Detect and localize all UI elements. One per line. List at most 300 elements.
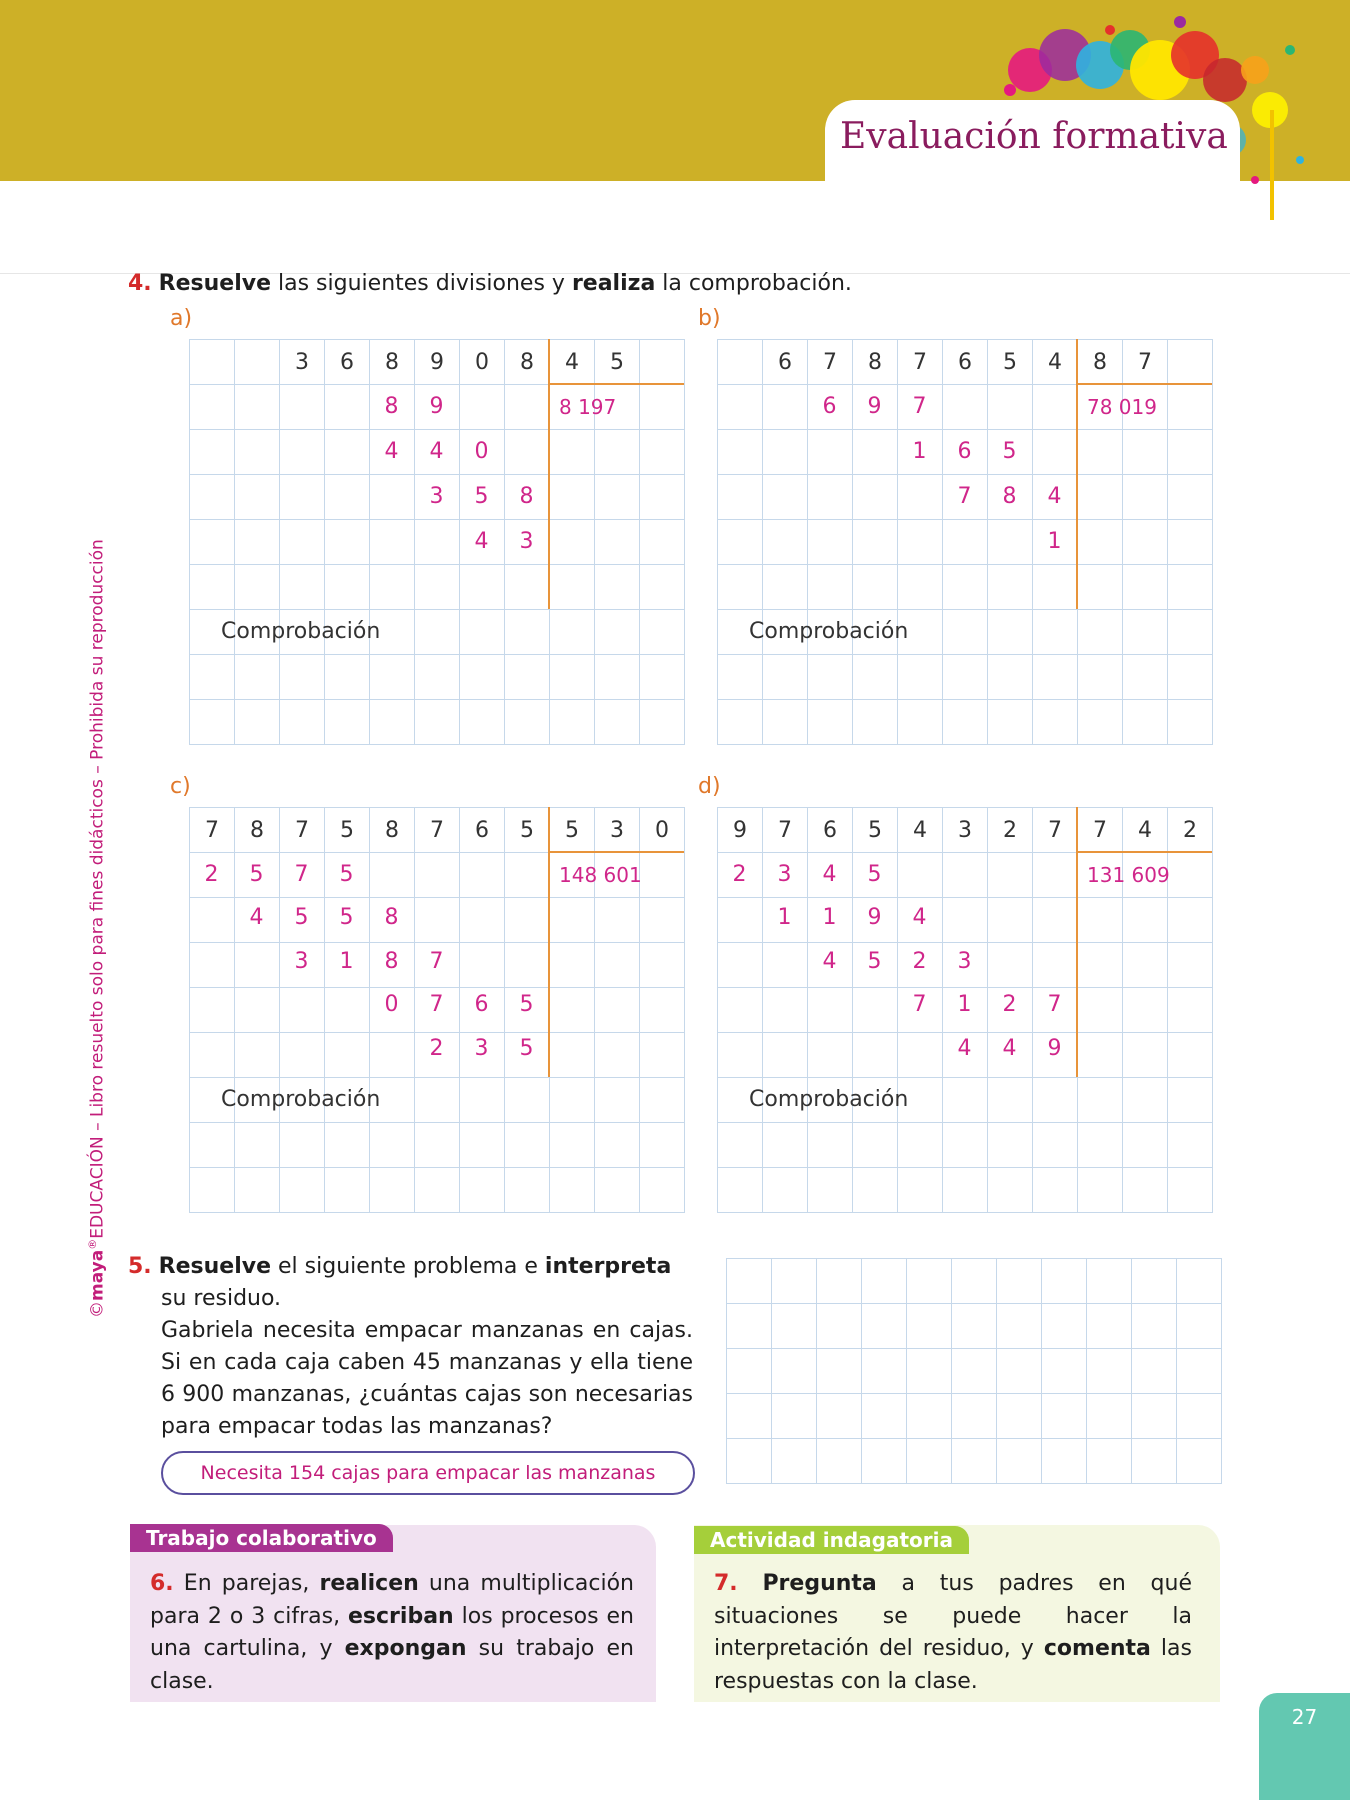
grid-cell[interactable] xyxy=(763,655,808,700)
grid-cell[interactable] xyxy=(943,610,988,655)
grid-cell[interactable] xyxy=(280,1123,325,1168)
grid-cell[interactable] xyxy=(1042,1439,1087,1484)
grid-cell[interactable] xyxy=(1168,988,1213,1033)
grid-cell[interactable] xyxy=(370,1123,415,1168)
grid-cell[interactable] xyxy=(550,988,595,1033)
grid-cell[interactable] xyxy=(415,610,460,655)
digit-cell[interactable] xyxy=(190,340,235,385)
grid-cell[interactable] xyxy=(505,1168,550,1213)
grid-cell[interactable] xyxy=(550,520,595,565)
grid-cell[interactable] xyxy=(325,565,370,610)
grid-cell[interactable] xyxy=(1168,1078,1213,1123)
grid-cell[interactable] xyxy=(190,943,235,988)
digit-cell[interactable]: 8 xyxy=(370,808,415,853)
grid-cell[interactable] xyxy=(718,700,763,745)
digit-cell[interactable]: 9 xyxy=(415,340,460,385)
digit-cell[interactable]: 3 xyxy=(595,808,640,853)
grid-cell[interactable] xyxy=(190,988,235,1033)
grid-cell[interactable] xyxy=(718,898,763,943)
grid-cell[interactable] xyxy=(1078,943,1123,988)
digit-cell[interactable]: 5 xyxy=(988,340,1033,385)
grid-cell[interactable] xyxy=(190,520,235,565)
grid-cell[interactable] xyxy=(595,988,640,1033)
grid-cell[interactable] xyxy=(325,475,370,520)
grid-cell[interactable] xyxy=(595,655,640,700)
digit-cell[interactable]: 7 xyxy=(898,340,943,385)
grid-cell[interactable] xyxy=(772,1439,817,1484)
digit-cell[interactable]: 7 xyxy=(1123,340,1168,385)
grid-cell[interactable] xyxy=(718,943,763,988)
grid-cell[interactable] xyxy=(1123,898,1168,943)
grid-cell[interactable] xyxy=(415,700,460,745)
grid-cell[interactable] xyxy=(1078,610,1123,655)
grid-cell[interactable] xyxy=(280,700,325,745)
grid-cell[interactable] xyxy=(370,655,415,700)
grid-cell[interactable] xyxy=(1087,1304,1132,1349)
digit-cell[interactable] xyxy=(235,340,280,385)
grid-cell[interactable] xyxy=(550,430,595,475)
grid-cell[interactable] xyxy=(415,655,460,700)
grid-cell[interactable] xyxy=(415,1078,460,1123)
grid-cell[interactable] xyxy=(1078,430,1123,475)
grid-cell[interactable] xyxy=(718,1033,763,1078)
grid-cell[interactable] xyxy=(460,898,505,943)
grid-cell[interactable] xyxy=(853,430,898,475)
grid-cell[interactable] xyxy=(190,700,235,745)
grid-cell[interactable] xyxy=(190,655,235,700)
grid-cell[interactable] xyxy=(505,700,550,745)
grid-cell[interactable] xyxy=(1078,1033,1123,1078)
grid-cell[interactable] xyxy=(460,700,505,745)
grid-cell[interactable] xyxy=(853,475,898,520)
digit-cell[interactable]: 0 xyxy=(460,340,505,385)
digit-cell[interactable]: 0 xyxy=(640,808,685,853)
digit-cell[interactable]: 3 xyxy=(280,340,325,385)
grid-cell[interactable] xyxy=(235,1123,280,1168)
grid-cell[interactable] xyxy=(235,385,280,430)
grid-cell[interactable] xyxy=(235,988,280,1033)
grid-cell[interactable] xyxy=(505,853,550,898)
grid-cell[interactable] xyxy=(640,700,685,745)
grid-cell[interactable] xyxy=(1078,565,1123,610)
digit-cell[interactable]: 4 xyxy=(550,340,595,385)
grid-cell[interactable] xyxy=(1033,853,1078,898)
grid-cell[interactable] xyxy=(1042,1394,1087,1439)
grid-cell[interactable] xyxy=(1033,610,1078,655)
grid-cell[interactable] xyxy=(808,700,853,745)
grid-cell[interactable] xyxy=(370,853,415,898)
digit-cell[interactable]: 4 xyxy=(898,808,943,853)
grid-cell[interactable] xyxy=(988,898,1033,943)
grid-cell[interactable] xyxy=(988,520,1033,565)
digit-cell[interactable]: 7 xyxy=(415,808,460,853)
grid-cell[interactable] xyxy=(1132,1349,1177,1394)
grid-cell[interactable] xyxy=(763,385,808,430)
grid-cell[interactable] xyxy=(817,1304,862,1349)
digit-cell[interactable]: 8 xyxy=(853,340,898,385)
grid-cell[interactable] xyxy=(808,1123,853,1168)
grid-cell[interactable] xyxy=(1177,1259,1222,1304)
grid-cell[interactable] xyxy=(718,988,763,1033)
grid-cell[interactable] xyxy=(190,385,235,430)
grid-cell[interactable] xyxy=(1123,475,1168,520)
grid-cell[interactable] xyxy=(1033,898,1078,943)
grid-cell[interactable] xyxy=(595,1123,640,1168)
digit-cell[interactable]: 8 xyxy=(505,340,550,385)
grid-cell[interactable] xyxy=(862,1349,907,1394)
grid-cell[interactable] xyxy=(898,1033,943,1078)
grid-cell[interactable] xyxy=(718,520,763,565)
grid-cell[interactable] xyxy=(898,565,943,610)
grid-cell[interactable] xyxy=(1123,520,1168,565)
grid-cell[interactable] xyxy=(595,520,640,565)
grid-cell[interactable] xyxy=(988,1078,1033,1123)
grid-cell[interactable] xyxy=(1078,475,1123,520)
grid-cell[interactable] xyxy=(1033,943,1078,988)
grid-cell[interactable] xyxy=(640,1078,685,1123)
grid-cell[interactable] xyxy=(727,1394,772,1439)
digit-cell[interactable] xyxy=(718,340,763,385)
grid-cell[interactable] xyxy=(640,898,685,943)
grid-cell[interactable] xyxy=(772,1394,817,1439)
grid-cell[interactable] xyxy=(763,1123,808,1168)
grid-cell[interactable] xyxy=(550,655,595,700)
grid-cell[interactable] xyxy=(898,1168,943,1213)
grid-cell[interactable] xyxy=(640,1123,685,1168)
grid-cell[interactable] xyxy=(1177,1394,1222,1439)
grid-cell[interactable] xyxy=(943,655,988,700)
grid-cell[interactable] xyxy=(550,898,595,943)
grid-cell[interactable] xyxy=(1042,1349,1087,1394)
grid-cell[interactable] xyxy=(853,655,898,700)
digit-cell[interactable]: 7 xyxy=(1033,808,1078,853)
grid-cell[interactable] xyxy=(640,565,685,610)
grid-cell[interactable] xyxy=(763,430,808,475)
grid-cell[interactable] xyxy=(1168,565,1213,610)
grid-cell[interactable] xyxy=(370,565,415,610)
grid-cell[interactable] xyxy=(853,700,898,745)
grid-cell[interactable] xyxy=(370,700,415,745)
grid-cell[interactable] xyxy=(550,1033,595,1078)
grid-cell[interactable] xyxy=(808,1033,853,1078)
grid-cell[interactable] xyxy=(808,520,853,565)
grid-cell[interactable] xyxy=(943,1168,988,1213)
grid-cell[interactable] xyxy=(460,1168,505,1213)
grid-cell[interactable] xyxy=(1132,1394,1177,1439)
grid-cell[interactable] xyxy=(853,988,898,1033)
grid-cell[interactable] xyxy=(235,520,280,565)
grid-cell[interactable] xyxy=(1177,1439,1222,1484)
grid-cell[interactable] xyxy=(1168,475,1213,520)
grid-cell[interactable] xyxy=(988,1168,1033,1213)
grid-cell[interactable] xyxy=(640,988,685,1033)
grid-cell[interactable] xyxy=(1087,1349,1132,1394)
grid-cell[interactable] xyxy=(595,1168,640,1213)
grid-cell[interactable] xyxy=(898,520,943,565)
digit-cell[interactable]: 5 xyxy=(550,808,595,853)
grid-cell[interactable] xyxy=(862,1304,907,1349)
grid-cell[interactable] xyxy=(505,565,550,610)
grid-cell[interactable] xyxy=(943,1078,988,1123)
grid-cell[interactable] xyxy=(1087,1394,1132,1439)
grid-cell[interactable] xyxy=(1168,700,1213,745)
grid-cell[interactable] xyxy=(1168,610,1213,655)
grid-cell[interactable] xyxy=(595,565,640,610)
grid-cell[interactable] xyxy=(280,1168,325,1213)
grid-cell[interactable] xyxy=(898,853,943,898)
grid-cell[interactable] xyxy=(280,565,325,610)
grid-cell[interactable] xyxy=(853,520,898,565)
grid-cell[interactable] xyxy=(640,520,685,565)
grid-cell[interactable] xyxy=(1042,1259,1087,1304)
grid-cell[interactable] xyxy=(817,1439,862,1484)
grid-cell[interactable] xyxy=(727,1439,772,1484)
grid-cell[interactable] xyxy=(550,700,595,745)
grid-cell[interactable] xyxy=(595,1033,640,1078)
grid-cell[interactable] xyxy=(1132,1259,1177,1304)
grid-cell[interactable] xyxy=(943,898,988,943)
grid-cell[interactable] xyxy=(988,853,1033,898)
digit-cell[interactable]: 9 xyxy=(718,808,763,853)
grid-cell[interactable] xyxy=(640,655,685,700)
grid-cell[interactable] xyxy=(772,1304,817,1349)
digit-cell[interactable]: 8 xyxy=(1078,340,1123,385)
grid-cell[interactable] xyxy=(907,1259,952,1304)
grid-cell[interactable] xyxy=(988,1123,1033,1168)
grid-cell[interactable] xyxy=(1168,1123,1213,1168)
grid-cell[interactable] xyxy=(817,1259,862,1304)
grid-cell[interactable] xyxy=(1033,700,1078,745)
grid-cell[interactable] xyxy=(460,655,505,700)
grid-cell[interactable] xyxy=(190,898,235,943)
grid-cell[interactable] xyxy=(817,1349,862,1394)
grid-cell[interactable] xyxy=(1168,898,1213,943)
digit-cell[interactable]: 2 xyxy=(1168,808,1213,853)
grid-cell[interactable] xyxy=(952,1439,997,1484)
grid-cell[interactable] xyxy=(550,565,595,610)
grid-cell[interactable] xyxy=(763,1033,808,1078)
grid-cell[interactable] xyxy=(808,655,853,700)
grid-cell[interactable] xyxy=(235,1168,280,1213)
grid-cell[interactable] xyxy=(595,700,640,745)
digit-cell[interactable]: 5 xyxy=(505,808,550,853)
grid-cell[interactable] xyxy=(325,520,370,565)
grid-cell[interactable] xyxy=(1168,1033,1213,1078)
grid-cell[interactable] xyxy=(505,430,550,475)
digit-cell[interactable]: 6 xyxy=(460,808,505,853)
grid-cell[interactable] xyxy=(997,1349,1042,1394)
grid-cell[interactable] xyxy=(1123,700,1168,745)
grid-cell[interactable] xyxy=(763,520,808,565)
grid-cell[interactable] xyxy=(460,610,505,655)
digit-cell[interactable]: 4 xyxy=(1123,808,1168,853)
grid-cell[interactable] xyxy=(1078,520,1123,565)
digit-cell[interactable]: 2 xyxy=(988,808,1033,853)
grid-cell[interactable] xyxy=(235,700,280,745)
grid-cell[interactable] xyxy=(280,475,325,520)
grid-cell[interactable] xyxy=(718,655,763,700)
grid-cell[interactable] xyxy=(370,475,415,520)
grid-cell[interactable] xyxy=(370,1168,415,1213)
grid-cell[interactable] xyxy=(862,1259,907,1304)
digit-cell[interactable]: 3 xyxy=(943,808,988,853)
grid-cell[interactable] xyxy=(907,1349,952,1394)
grid-cell[interactable] xyxy=(1168,943,1213,988)
grid-cell[interactable] xyxy=(1132,1439,1177,1484)
grid-cell[interactable] xyxy=(595,943,640,988)
grid-cell[interactable] xyxy=(763,943,808,988)
grid-cell[interactable] xyxy=(1123,1168,1168,1213)
grid-cell[interactable] xyxy=(370,520,415,565)
grid-cell[interactable] xyxy=(763,700,808,745)
grid-cell[interactable] xyxy=(1042,1304,1087,1349)
grid-cell[interactable] xyxy=(1177,1304,1222,1349)
grid-cell[interactable] xyxy=(727,1259,772,1304)
grid-cell[interactable] xyxy=(235,565,280,610)
grid-cell[interactable] xyxy=(952,1304,997,1349)
grid-cell[interactable] xyxy=(772,1259,817,1304)
grid-cell[interactable] xyxy=(415,898,460,943)
digit-cell[interactable]: 5 xyxy=(595,340,640,385)
grid-cell[interactable] xyxy=(907,1304,952,1349)
grid-cell[interactable] xyxy=(1123,430,1168,475)
grid-cell[interactable] xyxy=(718,565,763,610)
grid-cell[interactable] xyxy=(235,655,280,700)
grid-cell[interactable] xyxy=(952,1259,997,1304)
grid-cell[interactable] xyxy=(988,385,1033,430)
grid-cell[interactable] xyxy=(370,1033,415,1078)
grid-cell[interactable] xyxy=(325,430,370,475)
grid-cell[interactable] xyxy=(1078,898,1123,943)
grid-cell[interactable] xyxy=(1078,988,1123,1033)
digit-cell[interactable]: 6 xyxy=(808,808,853,853)
grid-cell[interactable] xyxy=(1177,1349,1222,1394)
grid-cell[interactable] xyxy=(280,385,325,430)
digit-cell[interactable]: 7 xyxy=(280,808,325,853)
grid-cell[interactable] xyxy=(1033,1168,1078,1213)
grid-cell[interactable] xyxy=(325,1123,370,1168)
grid-cell[interactable] xyxy=(988,655,1033,700)
grid-cell[interactable] xyxy=(235,1033,280,1078)
grid-cell[interactable] xyxy=(898,700,943,745)
grid-cell[interactable] xyxy=(997,1259,1042,1304)
grid-cell[interactable] xyxy=(1087,1439,1132,1484)
grid-cell[interactable] xyxy=(943,700,988,745)
grid-cell[interactable] xyxy=(997,1304,1042,1349)
grid-cell[interactable] xyxy=(460,1123,505,1168)
grid-cell[interactable] xyxy=(718,475,763,520)
grid-cell[interactable] xyxy=(988,700,1033,745)
grid-cell[interactable] xyxy=(325,988,370,1033)
grid-cell[interactable] xyxy=(325,1168,370,1213)
grid-cell[interactable] xyxy=(1123,1078,1168,1123)
grid-cell[interactable] xyxy=(808,1168,853,1213)
digit-cell[interactable] xyxy=(640,340,685,385)
grid-cell[interactable] xyxy=(235,943,280,988)
digit-cell[interactable]: 4 xyxy=(1033,340,1078,385)
q5-work-grid[interactable] xyxy=(726,1258,1222,1484)
grid-cell[interactable] xyxy=(1123,655,1168,700)
grid-cell[interactable] xyxy=(415,520,460,565)
grid-cell[interactable] xyxy=(1033,430,1078,475)
grid-cell[interactable] xyxy=(988,610,1033,655)
grid-cell[interactable] xyxy=(1078,655,1123,700)
grid-cell[interactable] xyxy=(1078,1078,1123,1123)
grid-cell[interactable] xyxy=(898,475,943,520)
grid-cell[interactable] xyxy=(907,1439,952,1484)
grid-cell[interactable] xyxy=(853,565,898,610)
grid-cell[interactable] xyxy=(943,565,988,610)
digit-cell[interactable] xyxy=(1168,340,1213,385)
grid-cell[interactable] xyxy=(718,1168,763,1213)
grid-cell[interactable] xyxy=(505,1123,550,1168)
grid-cell[interactable] xyxy=(460,853,505,898)
grid-cell[interactable] xyxy=(190,565,235,610)
grid-cell[interactable] xyxy=(1168,520,1213,565)
grid-cell[interactable] xyxy=(595,1078,640,1123)
grid-cell[interactable] xyxy=(505,610,550,655)
grid-cell[interactable] xyxy=(763,565,808,610)
grid-cell[interactable] xyxy=(763,988,808,1033)
grid-cell[interactable] xyxy=(460,1078,505,1123)
grid-cell[interactable] xyxy=(505,385,550,430)
grid-cell[interactable] xyxy=(280,520,325,565)
grid-cell[interactable] xyxy=(640,475,685,520)
digit-cell[interactable]: 8 xyxy=(370,340,415,385)
grid-cell[interactable] xyxy=(1132,1304,1177,1349)
grid-cell[interactable] xyxy=(280,988,325,1033)
grid-cell[interactable] xyxy=(325,700,370,745)
grid-cell[interactable] xyxy=(1123,988,1168,1033)
grid-cell[interactable] xyxy=(280,430,325,475)
grid-cell[interactable] xyxy=(1078,1123,1123,1168)
grid-cell[interactable] xyxy=(595,430,640,475)
grid-cell[interactable] xyxy=(640,853,685,898)
grid-cell[interactable] xyxy=(862,1394,907,1439)
grid-cell[interactable] xyxy=(907,1394,952,1439)
grid-cell[interactable] xyxy=(853,1123,898,1168)
grid-cell[interactable] xyxy=(718,1123,763,1168)
digit-cell[interactable]: 7 xyxy=(808,340,853,385)
grid-cell[interactable] xyxy=(1033,565,1078,610)
digit-cell[interactable]: 7 xyxy=(1078,808,1123,853)
grid-cell[interactable] xyxy=(190,1168,235,1213)
grid-cell[interactable] xyxy=(1168,853,1213,898)
grid-cell[interactable] xyxy=(1033,1123,1078,1168)
digit-cell[interactable]: 6 xyxy=(763,340,808,385)
digit-cell[interactable]: 8 xyxy=(235,808,280,853)
grid-cell[interactable] xyxy=(718,430,763,475)
grid-cell[interactable] xyxy=(898,1123,943,1168)
grid-cell[interactable] xyxy=(505,943,550,988)
grid-cell[interactable] xyxy=(190,1123,235,1168)
grid-cell[interactable] xyxy=(997,1439,1042,1484)
grid-cell[interactable] xyxy=(640,1168,685,1213)
grid-cell[interactable] xyxy=(943,520,988,565)
grid-cell[interactable] xyxy=(460,385,505,430)
grid-cell[interactable] xyxy=(325,385,370,430)
grid-cell[interactable] xyxy=(325,655,370,700)
grid-cell[interactable] xyxy=(988,565,1033,610)
grid-cell[interactable] xyxy=(550,1078,595,1123)
grid-cell[interactable] xyxy=(1168,430,1213,475)
grid-cell[interactable] xyxy=(505,655,550,700)
answer-box[interactable]: Necesita 154 cajas para empacar las manzanas xyxy=(161,1451,695,1495)
grid-cell[interactable] xyxy=(1123,565,1168,610)
grid-cell[interactable] xyxy=(763,1168,808,1213)
grid-cell[interactable] xyxy=(280,655,325,700)
digit-cell[interactable]: 6 xyxy=(325,340,370,385)
